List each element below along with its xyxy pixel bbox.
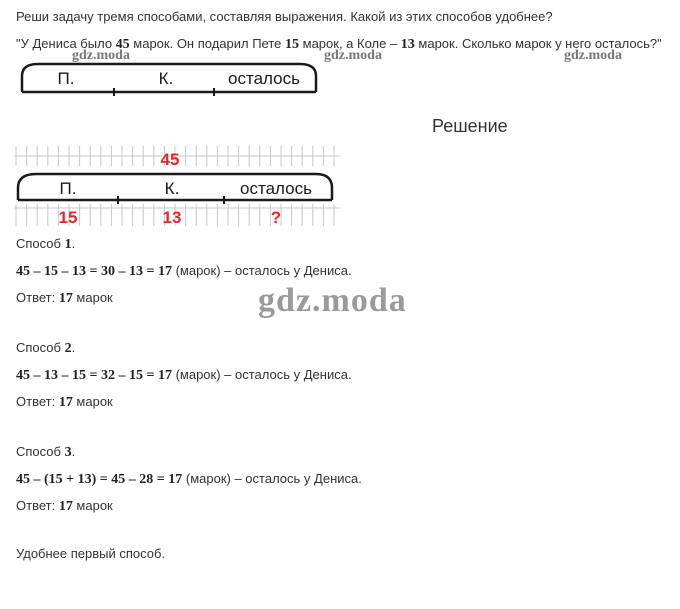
problem-text: марок. Он подарил Пете (129, 36, 286, 51)
scheme-total: 45 (160, 150, 180, 169)
method-label: Способ (16, 444, 65, 459)
answer-label: Ответ: (16, 290, 59, 305)
answer-number: 17 (58, 499, 73, 514)
method-1-expression (16, 263, 352, 280)
method-3-expression (16, 471, 362, 488)
solution-heading: Решение (432, 116, 508, 136)
problem-text: марок, а Коле – (299, 36, 401, 51)
watermark: gdz.moda (564, 48, 622, 63)
method-dot: . (71, 444, 76, 459)
method-2-answer (16, 394, 113, 411)
method-3-answer (16, 498, 113, 515)
method-number: 3 (64, 445, 72, 460)
method-label: Способ (16, 236, 65, 251)
expression-tail: (марок) – осталось у Дениса. (171, 263, 352, 278)
watermark: gdz.moda (72, 48, 130, 63)
answer-number: 17 (58, 291, 73, 306)
watermark-large: gdz.moda (258, 282, 407, 319)
conclusion: Удобнее первый способ. (16, 546, 166, 561)
scheme-main-label-rest: осталось (240, 179, 312, 198)
method-dot: . (71, 340, 76, 355)
method-dot: . (71, 236, 76, 251)
answer-label: Ответ: (16, 394, 59, 409)
scheme-main-label-k: К. (164, 179, 180, 198)
watermark: gdz.moda (324, 48, 382, 63)
problem-number: 15 (285, 37, 300, 52)
method-number: 2 (64, 341, 72, 356)
task-instruction: Реши задачу тремя способами, составляя выражения. Какой из этих способов удобнее? (16, 9, 553, 24)
answer-number: 17 (58, 395, 73, 410)
problem-number: 13 (400, 37, 415, 52)
expression: 45 – (15 + 13) = 45 – 28 = 17 (16, 472, 183, 487)
method-2-expression (16, 367, 352, 384)
method-3-title (16, 444, 75, 461)
expression: 45 – 13 – 15 = 32 – 15 = 17 (16, 368, 172, 383)
method-label: Способ (16, 340, 65, 355)
scheme-value-p: 15 (58, 208, 78, 227)
expression: 45 – 15 – 13 = 30 – 13 = 17 (16, 264, 172, 279)
scheme-top-label-k: К. (158, 69, 174, 88)
problem-text: марок. Сколько марок у него осталось?" (414, 36, 662, 51)
expression-tail: (марок) – осталось у Дениса. (182, 471, 362, 486)
answer-unit: марок (72, 290, 113, 305)
method-2-title (16, 340, 75, 357)
answer-unit: марок (72, 394, 113, 409)
problem-text: "У Дениса было (16, 36, 116, 51)
scheme-top (18, 58, 320, 102)
scheme-main (14, 144, 342, 230)
expression-tail: (марок) – осталось у Дениса. (171, 367, 352, 382)
scheme-main-label-p: П. (59, 179, 77, 198)
problem-number: 45 (115, 37, 130, 52)
scheme-top-label-p: П. (57, 69, 75, 88)
scheme-value-k: 13 (162, 208, 182, 227)
answer-label: Ответ: (16, 498, 59, 513)
method-1-title (16, 236, 75, 253)
scheme-top-label-rest: осталось (228, 69, 300, 88)
method-1-answer (16, 290, 113, 307)
answer-unit: марок (72, 498, 113, 513)
method-number: 1 (64, 237, 72, 252)
scheme-value-unknown: ? (270, 208, 282, 227)
